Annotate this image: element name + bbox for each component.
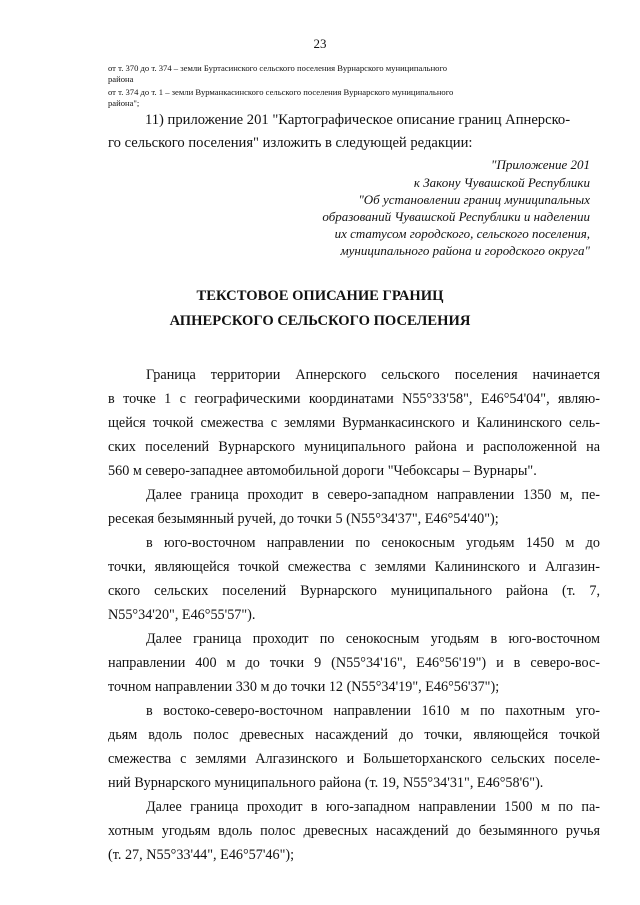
boundary-segment-line: от т. 370 до т. 374 – земли Буртасинского сельского поселения Вурнарского муниципального xyxy=(108,63,448,73)
body-text-line: ских поселений Вурнарского муниципального района и расположенной на xyxy=(108,439,600,455)
body-text-line: дьям вдоль полос древесных насаждений до точки, являющейся точкой xyxy=(108,727,600,743)
body-text-line: N55°34'20", E46°55'57"). xyxy=(108,607,256,623)
body-text-line: точном направлении 330 м до точки 12 (N55°34'19", E46°56'37"); xyxy=(108,679,500,695)
amendment-item-line: 11) приложение 201 "Картографическое описание границ Апнерско- xyxy=(145,112,571,128)
body-text-line: в востоко-северо-восточном направлении 1610 м по пахотным уго- xyxy=(146,703,600,719)
appendix-reference-line: муниципального района и городского округа" xyxy=(340,243,590,258)
appendix-reference-line: к Закону Чувашской Республики xyxy=(413,175,590,190)
body-text-line: в юго-восточном направлении по сенокосным угодьям 1450 м до xyxy=(146,535,600,551)
body-text-line: щейся точкой смежества с землями Вурманкасинского и Калининского сель- xyxy=(108,415,600,431)
body-text-line: направлении 400 м до точки 9 (N55°34'16", E46°56'19") и в северо-вос- xyxy=(108,655,600,671)
amendment-item-line: го сельского поселения" изложить в следующей редакции: xyxy=(108,135,473,151)
boundary-segment-line: района xyxy=(108,74,134,84)
body-text-line: Далее граница проходит в юго-западном направлении 1500 м по па- xyxy=(146,799,600,815)
page-number: 23 xyxy=(313,36,327,51)
appendix-reference-line: "Об установлении границ муниципальных xyxy=(358,192,590,207)
body-text-line: ний Вурнарского муниципального района (т. 19, N55°34'31", E46°58'6"). xyxy=(108,775,544,791)
body-text-line: точки, являющейся точкой смежества с землями Калининского и Алгазин- xyxy=(108,559,600,575)
body-text-line: Далее граница проходит в северо-западном направлении 1350 м, пе- xyxy=(146,487,600,503)
appendix-reference-line: образований Чувашской Республики и наделении xyxy=(322,209,590,224)
body-text-line: (т. 27, N55°33'44", E46°57'46"); xyxy=(108,847,295,863)
boundary-segment-line: от т. 374 до т. 1 – земли Вурманкасинского сельского поселения Вурнарского муниципального xyxy=(108,87,454,97)
section-heading: АПНЕРСКОГО СЕЛЬСКОГО ПОСЕЛЕНИЯ xyxy=(169,313,471,329)
body-text-line: ресекая безымянный ручей, до точки 5 (N55°34'37", E46°54'40"); xyxy=(108,511,499,527)
appendix-reference-line: их статусом городского, сельского поселения, xyxy=(334,226,590,241)
body-text-line: Граница территории Апнерского сельского поселения начинается xyxy=(146,367,600,383)
body-text-line: в точке 1 с географическими координатами N55°33'58", E46°54'04", являю- xyxy=(108,391,600,407)
boundary-segment-line: района"; xyxy=(108,98,140,108)
body-text-line: хотным угодьям вдоль полос древесных насаждений до безымянного ручья xyxy=(108,823,600,839)
appendix-reference-line: "Приложение 201 xyxy=(490,157,590,172)
body-text-line: Далее граница проходит по сенокосным угодьям в юго-восточном xyxy=(146,631,600,647)
body-text-line: смежества с землями Алгазинского и Большеторханского сельских поселе- xyxy=(108,751,600,767)
body-text-line: 560 м северо-западнее автомобильной дороги "Чебоксары – Вурнары". xyxy=(108,463,537,479)
body-text-line: ского сельских поселений Вурнарского муниципального района (т. 7, xyxy=(108,583,600,599)
section-heading: ТЕКСТОВОЕ ОПИСАНИЕ ГРАНИЦ xyxy=(196,288,444,304)
